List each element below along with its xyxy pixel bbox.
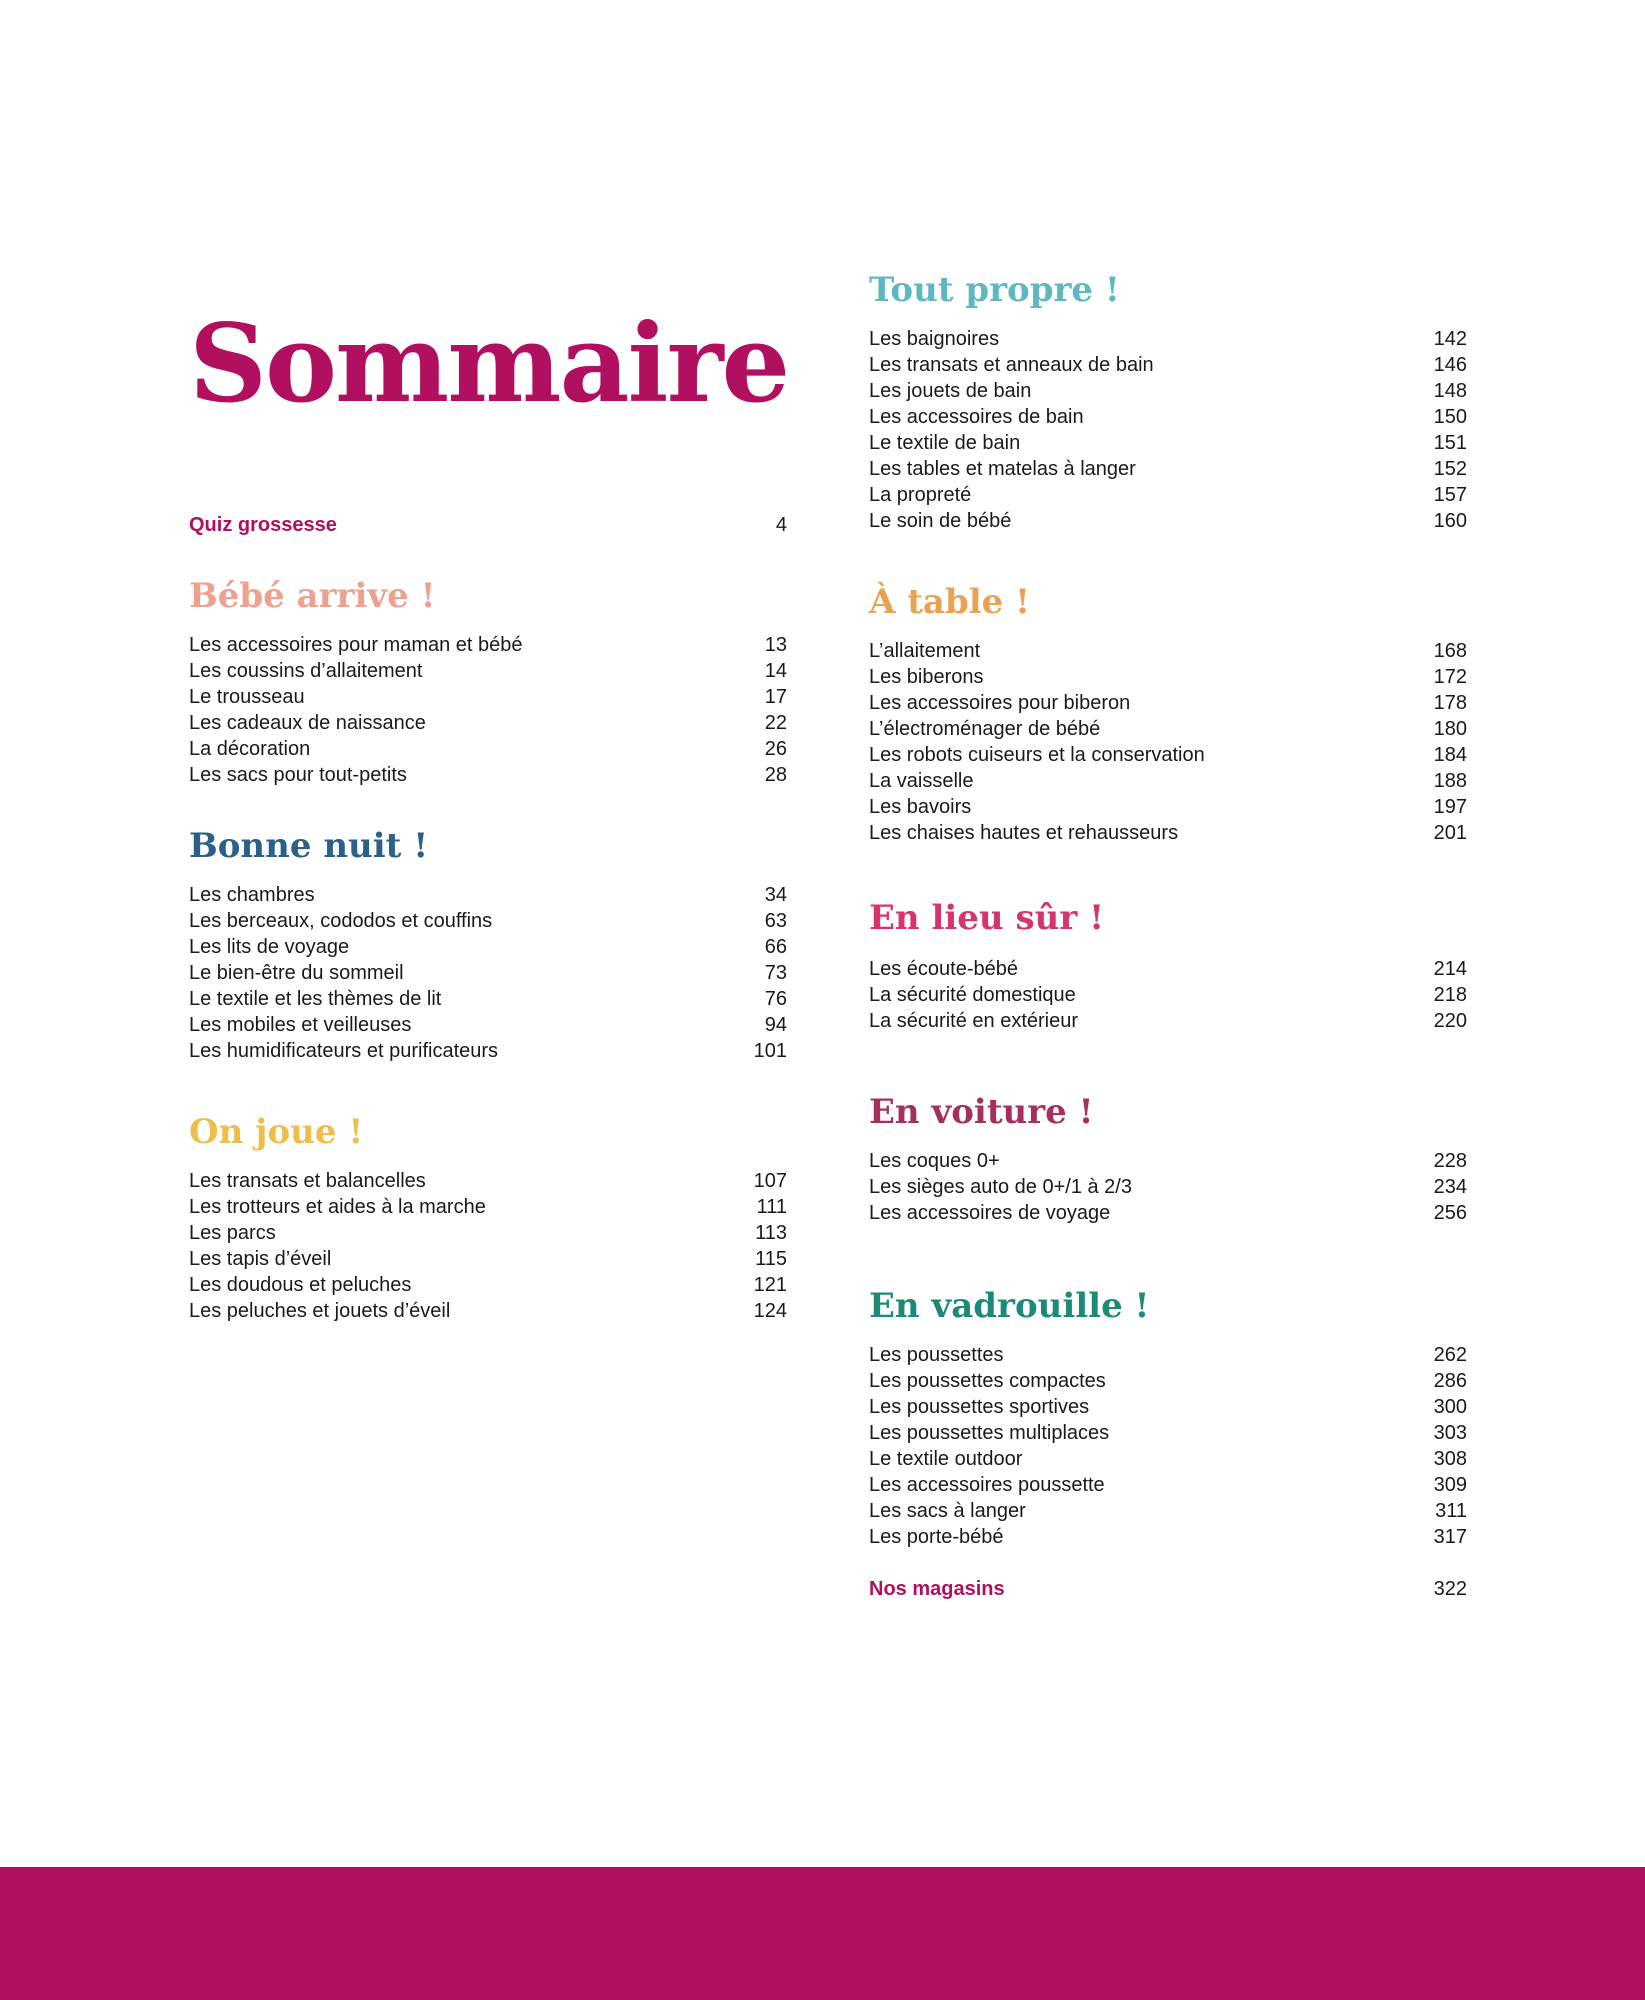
toc-entry-label: Les poussettes multiplaces — [869, 1422, 1110, 1444]
toc-entry-page: 178 — [1433, 692, 1467, 714]
toc-entry-page: 152 — [1433, 458, 1467, 480]
toc-entry[interactable] — [189, 986, 787, 1012]
toc-entry-page: 188 — [1433, 770, 1467, 792]
toc-entry-label: Quiz grossesse — [189, 514, 337, 536]
toc-entry-label: Les porte-bébé — [869, 1526, 1004, 1548]
toc-entry[interactable] — [869, 794, 1467, 820]
toc-entry[interactable] — [869, 1342, 1467, 1368]
footer-band — [0, 1867, 1645, 2000]
toc-entry[interactable] — [869, 638, 1467, 664]
toc-entry-page: 13 — [764, 634, 787, 656]
toc-list — [189, 882, 787, 1064]
toc-entry[interactable] — [869, 1200, 1467, 1226]
toc-entry-page: 124 — [753, 1300, 787, 1322]
toc-entry[interactable] — [869, 1148, 1467, 1174]
toc-entry[interactable] — [189, 1012, 787, 1038]
toc-entry-page: 115 — [755, 1248, 787, 1270]
toc-entry[interactable] — [869, 1174, 1467, 1200]
toc-entry-page: 256 — [1433, 1202, 1467, 1224]
toc-entry-page: 220 — [1433, 1010, 1467, 1032]
toc-list — [869, 1342, 1467, 1550]
toc-entry[interactable] — [189, 960, 787, 986]
toc-entry-page: 234 — [1433, 1176, 1467, 1198]
toc-entry-page: 151 — [1433, 432, 1467, 454]
toc-entry[interactable] — [869, 820, 1467, 846]
section-heading: En lieu sûr ! — [869, 898, 1105, 938]
section-heading: Bonne nuit ! — [189, 826, 429, 866]
toc-entry-label: La sécurité en extérieur — [869, 1010, 1079, 1032]
toc-entry[interactable] — [869, 482, 1467, 508]
toc-entry[interactable] — [869, 1368, 1467, 1394]
toc-entry-page: 26 — [764, 738, 787, 760]
toc-list — [189, 632, 787, 788]
toc-entry[interactable] — [869, 690, 1467, 716]
toc-entry[interactable] — [869, 1498, 1467, 1524]
toc-entry-nos-magasins[interactable] — [869, 1576, 1467, 1602]
toc-entry-label: La sécurité domestique — [869, 984, 1076, 1006]
toc-entry-label: Les sièges auto de 0+/1 à 2/3 — [869, 1176, 1132, 1198]
toc-entry-page: 180 — [1433, 718, 1467, 740]
section-tout-propre — [869, 270, 1467, 534]
toc-entry[interactable] — [869, 430, 1467, 456]
toc-entry[interactable] — [869, 456, 1467, 482]
toc-entry-label: Les sacs pour tout-petits — [189, 764, 407, 786]
toc-entry-label: Les chaises hautes et rehausseurs — [869, 822, 1179, 844]
toc-list — [869, 956, 1467, 1034]
toc-entry-label: Les peluches et jouets d’éveil — [189, 1300, 451, 1322]
toc-list — [189, 1168, 787, 1324]
toc-entry-label: Les chambres — [189, 884, 315, 906]
toc-entry-label: Les accessoires pour maman et bébé — [189, 634, 523, 656]
toc-entry-page: 111 — [756, 1196, 787, 1218]
toc-entry-page: 201 — [1433, 822, 1467, 844]
toc-entry-page: 286 — [1433, 1370, 1467, 1392]
section-heading: Tout propre ! — [869, 270, 1120, 310]
toc-entry-label: Le soin de bébé — [869, 510, 1012, 532]
toc-entry-page: 146 — [1433, 354, 1467, 376]
toc-entry-label: Les coussins d’allaitement — [189, 660, 423, 682]
toc-entry-label: Le textile et les thèmes de lit — [189, 988, 442, 1010]
section-en-voiture — [869, 1092, 1467, 1226]
toc-entry-page: 4 — [775, 514, 787, 536]
toc-entry-label: Les berceaux, cododos et couffins — [189, 910, 493, 932]
toc-entry-label: Le bien-être du sommeil — [189, 962, 404, 984]
section-heading: En voiture ! — [869, 1092, 1094, 1132]
toc-entry-page: 22 — [764, 712, 787, 734]
toc-entry-label: La décoration — [189, 738, 311, 760]
toc-entry[interactable] — [189, 710, 787, 736]
toc-entry[interactable] — [189, 1038, 787, 1064]
toc-entry[interactable] — [869, 768, 1467, 794]
toc-entry-label: L’électroménager de bébé — [869, 718, 1101, 740]
toc-entry[interactable] — [869, 664, 1467, 690]
right-column — [869, 270, 1467, 1602]
page-title: Sommaire — [189, 301, 789, 427]
toc-entry-label: Les bavoirs — [869, 796, 972, 818]
toc-entry-label: Les sacs à langer — [869, 1500, 1026, 1522]
toc-entry-label: Les écoute-bébé — [869, 958, 1019, 980]
toc-entry[interactable] — [189, 1272, 787, 1298]
toc-entry-label: Les coques 0+ — [869, 1150, 1000, 1172]
toc-entry-page: 311 — [1435, 1500, 1467, 1522]
toc-entry[interactable] — [189, 684, 787, 710]
toc-entry[interactable] — [869, 404, 1467, 430]
toc-entry-page: 308 — [1433, 1448, 1467, 1470]
toc-entry-label: Les transats et anneaux de bain — [869, 354, 1154, 376]
toc-list — [869, 638, 1467, 846]
toc-entry-label: Les poussettes sportives — [869, 1396, 1090, 1418]
toc-list — [869, 1148, 1467, 1226]
toc-entry[interactable] — [189, 934, 787, 960]
toc-entry[interactable] — [869, 1524, 1467, 1550]
toc-entry-label: Les accessoires pour biberon — [869, 692, 1131, 714]
toc-entry[interactable] — [869, 352, 1467, 378]
section-bebe-arrive — [189, 576, 787, 788]
toc-entry[interactable] — [869, 1472, 1467, 1498]
section-bonne-nuit — [189, 826, 787, 1064]
toc-entry-page: 66 — [764, 936, 787, 958]
toc-entry-page: 157 — [1433, 484, 1467, 506]
toc-entry-page: 262 — [1433, 1344, 1467, 1366]
toc-entry-page: 34 — [764, 884, 787, 906]
toc-entry-page: 303 — [1433, 1422, 1467, 1444]
toc-entry-label: Les tables et matelas à langer — [869, 458, 1136, 480]
toc-entry-page: 17 — [764, 686, 787, 708]
toc-entry-label: Les lits de voyage — [189, 936, 350, 958]
toc-entry-label: Les poussettes — [869, 1344, 1004, 1366]
toc-entry[interactable] — [189, 1246, 787, 1272]
toc-entry-label: Les baignoires — [869, 328, 1000, 350]
toc-entry-page: 228 — [1433, 1150, 1467, 1172]
toc-entry[interactable] — [869, 982, 1467, 1008]
toc-entry-label: Les jouets de bain — [869, 380, 1032, 402]
toc-entry-page: 150 — [1433, 406, 1467, 428]
section-heading: À table ! — [869, 582, 1031, 622]
toc-entry-label: Nos magasins — [869, 1578, 1005, 1600]
toc-entry-page: 322 — [1433, 1578, 1467, 1600]
section-heading: On joue ! — [189, 1112, 364, 1152]
toc-entry-label: Les cadeaux de naissance — [189, 712, 426, 734]
toc-entry-label: Les accessoires de voyage — [869, 1202, 1111, 1224]
toc-entry[interactable] — [189, 908, 787, 934]
toc-entry-page: 317 — [1433, 1526, 1467, 1548]
toc-entry[interactable] — [869, 716, 1467, 742]
toc-entry[interactable] — [869, 378, 1467, 404]
toc-entry-page: 168 — [1433, 640, 1467, 662]
toc-entry[interactable] — [189, 762, 787, 788]
toc-entry[interactable] — [869, 1008, 1467, 1034]
toc-entry[interactable] — [869, 1394, 1467, 1420]
toc-entry-page: 148 — [1433, 380, 1467, 402]
section-en-vadrouille — [869, 1286, 1467, 1550]
section-heading: Bébé arrive ! — [189, 576, 436, 616]
section-on-joue — [189, 1112, 787, 1324]
toc-entry-label: Les transats et balancelles — [189, 1170, 426, 1192]
toc-entry-page: 73 — [764, 962, 787, 984]
toc-entry-page: 76 — [764, 988, 787, 1010]
toc-entry[interactable] — [189, 1168, 787, 1194]
toc-entry-page: 197 — [1433, 796, 1467, 818]
toc-entry-label: Les robots cuiseurs et la conservation — [869, 744, 1205, 766]
toc-entry-page: 101 — [753, 1040, 787, 1062]
toc-entry-page: 218 — [1433, 984, 1467, 1006]
toc-entry-label: Les tapis d’éveil — [189, 1248, 332, 1270]
toc-entry-page: 121 — [753, 1274, 787, 1296]
toc-entry-page: 184 — [1433, 744, 1467, 766]
toc-entry-label: Le textile de bain — [869, 432, 1021, 454]
toc-entry-page: 214 — [1433, 958, 1467, 980]
toc-entry[interactable] — [189, 1298, 787, 1324]
toc-entry-page: 113 — [755, 1222, 787, 1244]
toc-entry-label: Les accessoires poussette — [869, 1474, 1105, 1496]
toc-entry[interactable] — [189, 632, 787, 658]
toc-list — [869, 326, 1467, 534]
toc-entry[interactable] — [869, 326, 1467, 352]
toc-entry-label: La vaisselle — [869, 770, 974, 792]
left-column — [189, 301, 789, 1324]
toc-entry[interactable] — [869, 508, 1467, 534]
toc-entry-label: Les biberons — [869, 666, 984, 688]
toc-entry[interactable] — [869, 956, 1467, 982]
toc-entry[interactable] — [869, 1420, 1467, 1446]
toc-entry-page: 142 — [1433, 328, 1467, 350]
toc-entry-label: L’allaitement — [869, 640, 981, 662]
section-a-table — [869, 582, 1467, 846]
toc-entry-label: Les humidificateurs et purificateurs — [189, 1040, 499, 1062]
toc-entry-label: Les trotteurs et aides à la marche — [189, 1196, 486, 1218]
toc-entry-label: Les mobiles et veilleuses — [189, 1014, 412, 1036]
toc-entry[interactable] — [189, 1220, 787, 1246]
toc-entry-label: Les accessoires de bain — [869, 406, 1084, 428]
toc-entry-label: Le trousseau — [189, 686, 305, 708]
toc-entry-page: 160 — [1433, 510, 1467, 532]
section-en-lieu-sur — [869, 898, 1467, 1034]
toc-entry-label: Les parcs — [189, 1222, 276, 1244]
toc-entry-page: 300 — [1433, 1396, 1467, 1418]
toc-entry-page: 309 — [1433, 1474, 1467, 1496]
toc-entry-page: 63 — [764, 910, 787, 932]
toc-entry-label: La propreté — [869, 484, 972, 506]
toc-entry[interactable] — [189, 1194, 787, 1220]
section-heading: En vadrouille ! — [869, 1286, 1150, 1326]
toc-entry-quiz[interactable] — [189, 512, 787, 538]
toc-entry-page: 172 — [1433, 666, 1467, 688]
toc-entry-label: Le textile outdoor — [869, 1448, 1023, 1470]
toc-entry[interactable] — [189, 736, 787, 762]
toc-entry-page: 14 — [764, 660, 787, 682]
toc-entry-page: 94 — [764, 1014, 787, 1036]
toc-entry[interactable] — [869, 1446, 1467, 1472]
toc-entry[interactable] — [869, 742, 1467, 768]
toc-entry-label: Les poussettes compactes — [869, 1370, 1106, 1392]
toc-entry-label: Les doudous et peluches — [189, 1274, 412, 1296]
toc-entry-page: 107 — [753, 1170, 787, 1192]
toc-entry-page: 28 — [764, 764, 787, 786]
toc-entry[interactable] — [189, 658, 787, 684]
toc-entry[interactable] — [189, 882, 787, 908]
